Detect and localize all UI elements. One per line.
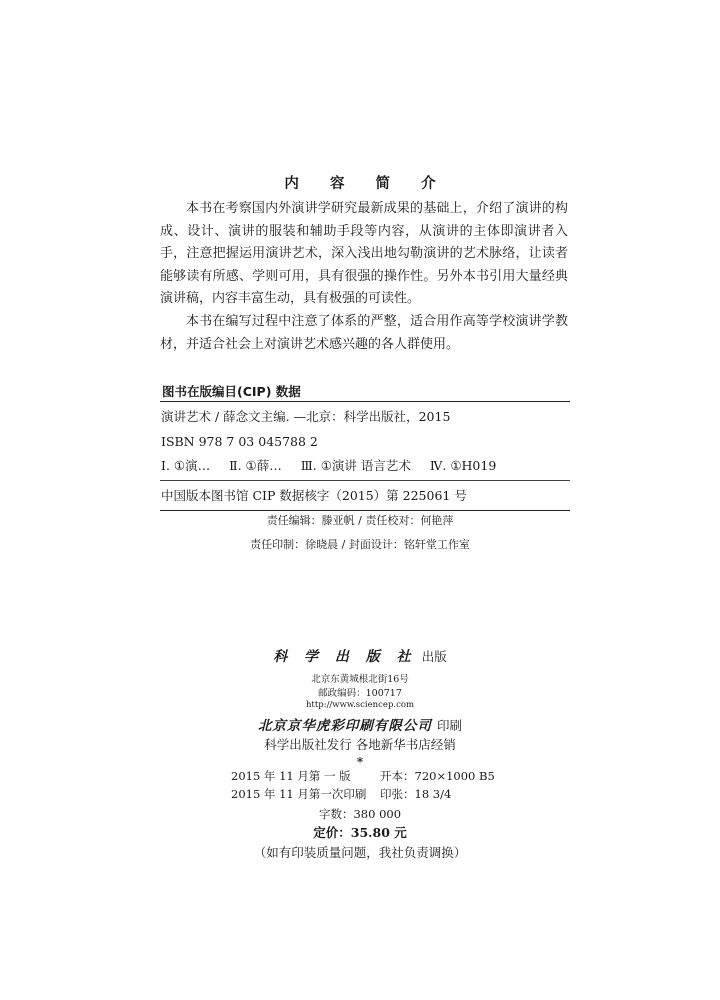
cip-title: 图书在版编目(CIP) 数据 — [160, 382, 570, 402]
distribution-line: 科学出版社发行 各地新华书店经销 — [264, 737, 456, 752]
cip-record: 演讲艺术 / 薛念文主编. —北京：科学出版社，2015 — [161, 409, 451, 424]
publisher-website: http://www.sciencep.com — [305, 700, 415, 710]
publisher-postcode: 邮政编码：100717 — [318, 688, 402, 699]
intro-paragraph-2: 本书在编写过程中注意了体系的严整，适合用作高等学校演讲学教材，并适合社会上对演讲艺术感兴趣的各人群使用。 — [160, 313, 568, 352]
separator-mark: * — [356, 755, 364, 769]
cip-class-item-3: Ⅲ. ①演讲 语言艺术 — [300, 458, 411, 473]
printer-name: 北京京华虎彩印刷有限公司 — [257, 718, 432, 734]
intro-heading: 内 容 简 介 — [284, 176, 449, 192]
cip-isbn: ISBN 978 7 03 045788 2 — [161, 434, 318, 449]
cip-classification — [160, 454, 570, 481]
cip-class-item-2: Ⅱ. ①薛… — [229, 458, 282, 473]
cip-block — [160, 382, 570, 511]
publisher-line — [0, 646, 720, 666]
production-credits: 责任印制：徐晓晨 / 封面设计：铭轩堂工作室 — [250, 538, 470, 551]
publisher-suffix: 出版 — [421, 649, 447, 664]
price: 定价：35.80 元 — [313, 825, 407, 840]
cip-class-item-4: Ⅳ. ①H019 — [429, 458, 497, 473]
cip-verification: 中国版本图书馆 CIP 数据核字（2015）第 225061 号 — [161, 488, 467, 503]
publisher-address: 北京东黄城根北街16号 — [311, 674, 409, 685]
editor-credits: 责任编辑：滕亚帆 / 责任校对：何艳萍 — [266, 514, 454, 527]
sheets-info: 印张：18 3/4 — [380, 787, 452, 801]
printer-suffix: 印刷 — [437, 718, 463, 733]
cip-class-item-1: Ⅰ. ①演… — [161, 458, 211, 473]
word-count: 字数：380 000 — [318, 807, 402, 821]
impression-info: 2015 年 11 月第一次印刷 — [231, 787, 367, 801]
cip-body — [160, 402, 570, 511]
format-info: 开本：720×1000 B5 — [380, 769, 495, 783]
intro-text — [160, 198, 568, 356]
intro-paragraph-1: 本书在考察国内外演讲学研究最新成果的基础上，介绍了演讲的构成、设计、演讲的服装和辅助手段等内容，从演讲的主体即演讲者入手，注意把握运用演讲艺术，深入浅出地勾勒演讲的艺术脉络，让读者能够读有所感、学则可用，具有很强的操作性。另外本书引用大量经典演讲稿，内容丰富生动，具有极强的可读性。 — [160, 201, 568, 307]
printer-line — [0, 714, 720, 734]
edition-info: 2015 年 11 月第 一 版 — [231, 769, 351, 783]
publisher-name: 科 学 出 版 社 — [273, 649, 417, 665]
quality-notice: （如有印装质量问题，我社负责调换） — [253, 845, 467, 860]
